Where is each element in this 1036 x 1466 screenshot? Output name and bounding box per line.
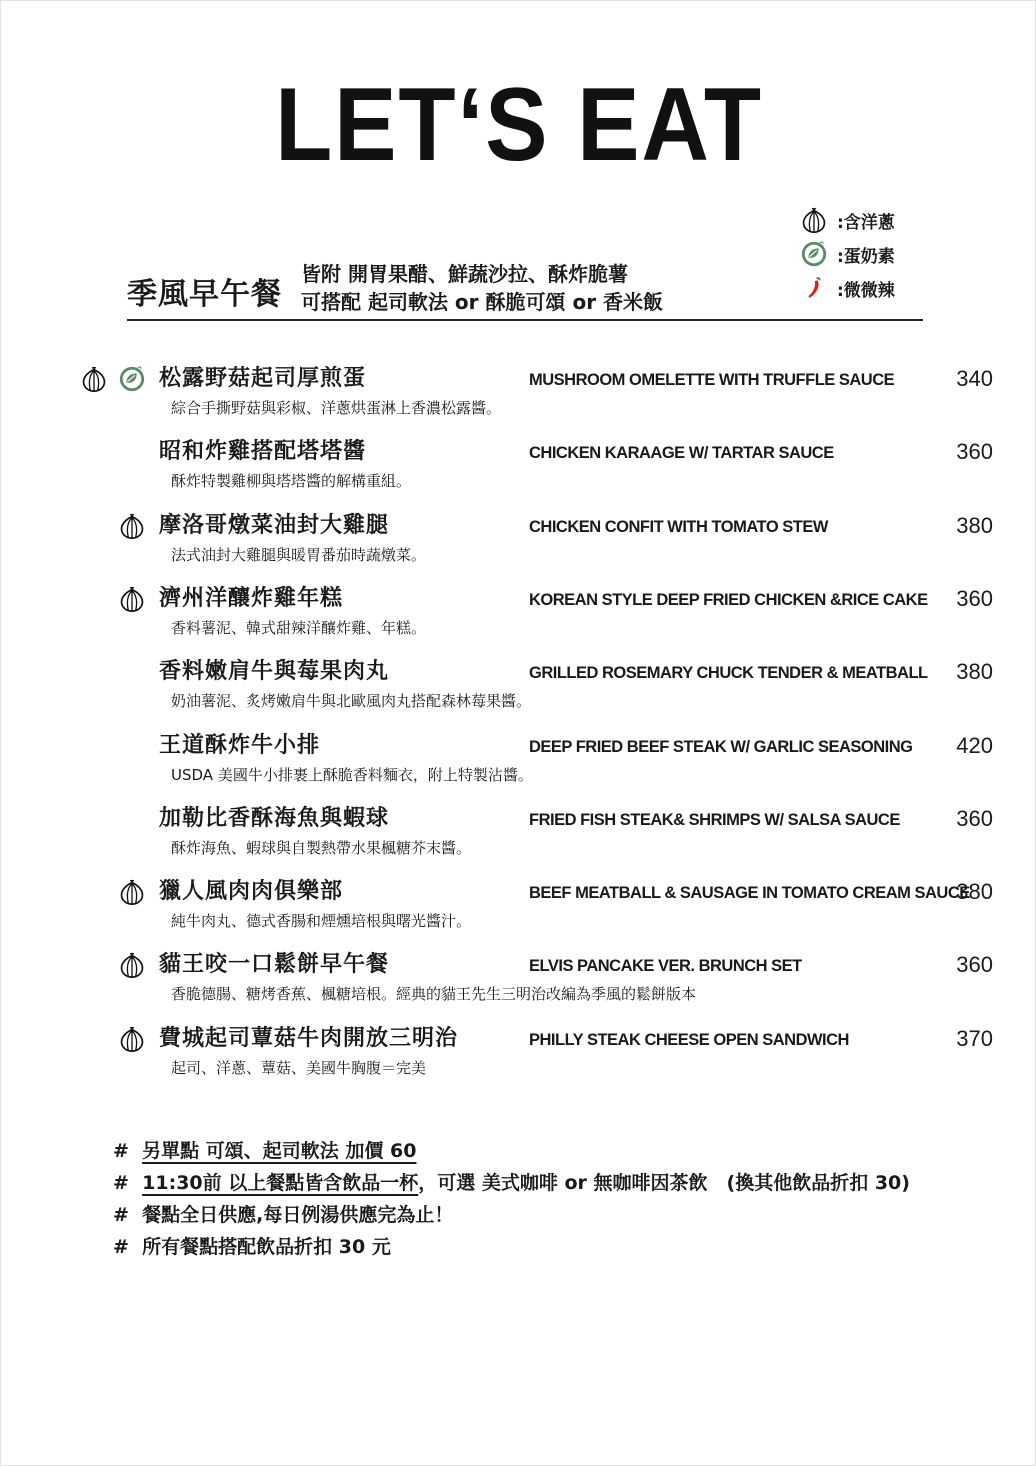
onion-icon	[79, 364, 109, 394]
menu-item-description: 綜合手撕野菇與彩椒、洋蔥烘蛋淋上香濃松露醬。	[171, 399, 502, 417]
note-2-text-b: ，可選 美式咖啡 or 無咖啡因茶飲 (換其他飲品折扣 30)	[418, 1172, 910, 1194]
menu-item-name-en: FRIED FISH STEAK& SHRIMPS W/ SALSA SAUCE	[529, 810, 900, 829]
menu-item-name-zh: 香料嫩肩牛與莓果肉丸	[159, 659, 390, 685]
legend	[799, 203, 895, 305]
menu-item	[1, 510, 1036, 576]
menu-item-name-en: GRILLED ROSEMARY CHUCK TENDER & MEATBALL	[529, 664, 928, 683]
menu-item-description: 酥炸海魚、蝦球與自製熱帶水果楓糖芥末醬。	[171, 838, 472, 857]
legend-vegetarian-label: :蛋奶素	[837, 246, 895, 267]
menu-item-price: 380	[956, 512, 993, 538]
page-title: LET‘S EAT	[275, 67, 763, 183]
menu-item-name-en: KOREAN STYLE DEEP FRIED CHICKEN &RICE CAKE	[529, 590, 928, 609]
menu-item-description: USDA 美國牛小排裹上酥脆香料麵衣，附上特製沾醬。	[171, 765, 533, 784]
menu-item-description: 法式油封大雞腿與暖胃番茄時蔬燉菜。	[171, 545, 427, 564]
note-3: # 餐點全日供應,每日例湯供應完為止！	[113, 1204, 454, 1226]
menu-item-name-zh: 獵人風肉肉俱樂部	[159, 879, 344, 905]
menu-item	[1, 876, 1036, 942]
menu-item	[1, 803, 1036, 869]
menu-item-icons	[79, 363, 155, 395]
menu-item-name-en: BEEF MEATBALL & SAUSAGE IN TOMATO CREAM SAUCE	[529, 884, 970, 903]
menu-item-description: 香脆德腸、糖烤香蕉、楓糖培根。經典的貓王先生三明治改編為季風的鬆餅版本	[171, 985, 697, 1004]
menu-item-name-zh: 松露野菇起司厚煎蛋	[159, 366, 367, 391]
menu-item-icons	[117, 583, 155, 615]
menu-item-icons	[117, 876, 155, 908]
menu-item-price: 380	[956, 879, 993, 905]
menu-item	[1, 1023, 1036, 1089]
menu-item-name-zh: 摩洛哥燉菜油封大雞腿	[159, 512, 390, 538]
menu-item-price: 360	[956, 585, 993, 611]
section-note	[301, 260, 663, 316]
legend-onion	[799, 203, 895, 237]
legend-onion-label: :含洋蔥	[837, 212, 895, 233]
note-4: # 所有餐點搭配飲品折扣 30 元	[113, 1236, 391, 1258]
onion-icon	[117, 877, 147, 907]
menu-item	[1, 730, 1036, 796]
menu-item	[1, 436, 1036, 502]
menu-item-name-en: CHICKEN KARAAGE W/ TARTAR SAUCE	[529, 444, 834, 463]
menu-item-description: 起司、洋蔥、蕈菇、美國牛胸腹＝完美	[171, 1058, 427, 1077]
onion-icon	[117, 1024, 147, 1054]
note-1: # 另單點 可頌、起司軟法 加價 60	[113, 1140, 417, 1162]
vegetarian-icon	[799, 239, 829, 269]
note-3-text: 餐點全日供應,每日例湯供應完為止！	[142, 1204, 454, 1226]
menu-item-name-en: PHILLY STEAK CHEESE OPEN SANDWICH	[529, 1030, 849, 1049]
menu-item-price: 360	[956, 439, 993, 465]
section-note-line1: 皆附 開胃果醋、鮮蔬沙拉、酥炸脆薯	[301, 262, 628, 286]
section-note-line2: 可搭配 起司軟法 or 酥脆可頌 or 香米飯	[301, 290, 664, 314]
menu-item-price: 380	[956, 659, 993, 685]
legend-chili	[799, 271, 895, 305]
menu-item-description: 香料薯泥、韓式甜辣洋釀炸雞、年糕。	[171, 618, 427, 637]
section-divider	[127, 319, 923, 321]
onion-icon	[117, 950, 147, 980]
menu-item-name-zh: 加勒比香酥海魚與蝦球	[159, 805, 390, 831]
chili-icon	[799, 273, 829, 303]
onion-icon	[117, 584, 147, 614]
notes	[113, 1135, 910, 1263]
menu-item-icons	[117, 949, 155, 981]
legend-vegetarian	[799, 237, 895, 271]
menu-item	[1, 583, 1036, 649]
menu-item-description: 純牛肉丸、德式香腸和煙燻培根與曙光醬汁。	[171, 912, 472, 931]
menu-item	[1, 363, 1036, 429]
menu-item-name-zh: 費城起司蕈菇牛肉開放三明治	[159, 1025, 459, 1051]
menu-item-price: 360	[956, 805, 993, 831]
menu-item	[1, 656, 1036, 722]
menu-item-description: 奶油薯泥、炙烤嫩肩牛與北歐風肉丸搭配森林莓果醬。	[171, 692, 532, 711]
menu-item-name-zh: 王道酥炸牛小排	[159, 732, 321, 758]
legend-chili-label: :微微辣	[837, 280, 895, 301]
note-4-text: 所有餐點搭配飲品折扣 30 元	[142, 1236, 391, 1258]
note-2: # 11:30前 以上餐點皆含飲品一杯，可選 美式咖啡 or 無咖啡因茶飲 (換其他飲品折扣 30)	[113, 1172, 910, 1194]
menu-item	[1, 949, 1036, 1015]
menu-item-name-zh: 濟州洋釀炸雞年糕	[159, 585, 344, 611]
note-2-text-a: 11:30前 以上餐點皆含飲品一杯	[142, 1172, 419, 1194]
section-title: 季風早午餐	[127, 277, 282, 312]
menu-item-name-en: CHICKEN CONFIT WITH TOMATO STEW	[529, 517, 828, 536]
menu-item-description: 酥炸特製雞柳與塔塔醬的解構重組。	[171, 472, 412, 491]
menu-item-price: 360	[956, 952, 993, 978]
menu-item-name-en: DEEP FRIED BEEF STEAK W/ GARLIC SEASONING	[529, 737, 913, 756]
vegetarian-icon	[117, 364, 147, 394]
menu-item-icons	[117, 1023, 155, 1055]
onion-icon	[117, 511, 147, 541]
onion-icon	[799, 205, 829, 235]
note-1-text: 另單點 可頌、起司軟法 加價 60	[142, 1140, 417, 1162]
menu-item-price: 420	[956, 732, 993, 758]
menu-item-name-zh: 貓王咬一口鬆餅早午餐	[159, 952, 390, 978]
menu-item-name-zh: 昭和炸雞搭配塔塔醬	[159, 439, 367, 465]
menu-item-icons	[117, 510, 155, 542]
menu-item-name-en: MUSHROOM OMELETTE WITH TRUFFLE SAUCE	[529, 371, 895, 389]
menu-item-price: 370	[956, 1025, 993, 1051]
menu-item-price: 340	[956, 366, 993, 391]
menu-item-name-en: ELVIS PANCAKE VER. BRUNCH SET	[529, 957, 802, 976]
